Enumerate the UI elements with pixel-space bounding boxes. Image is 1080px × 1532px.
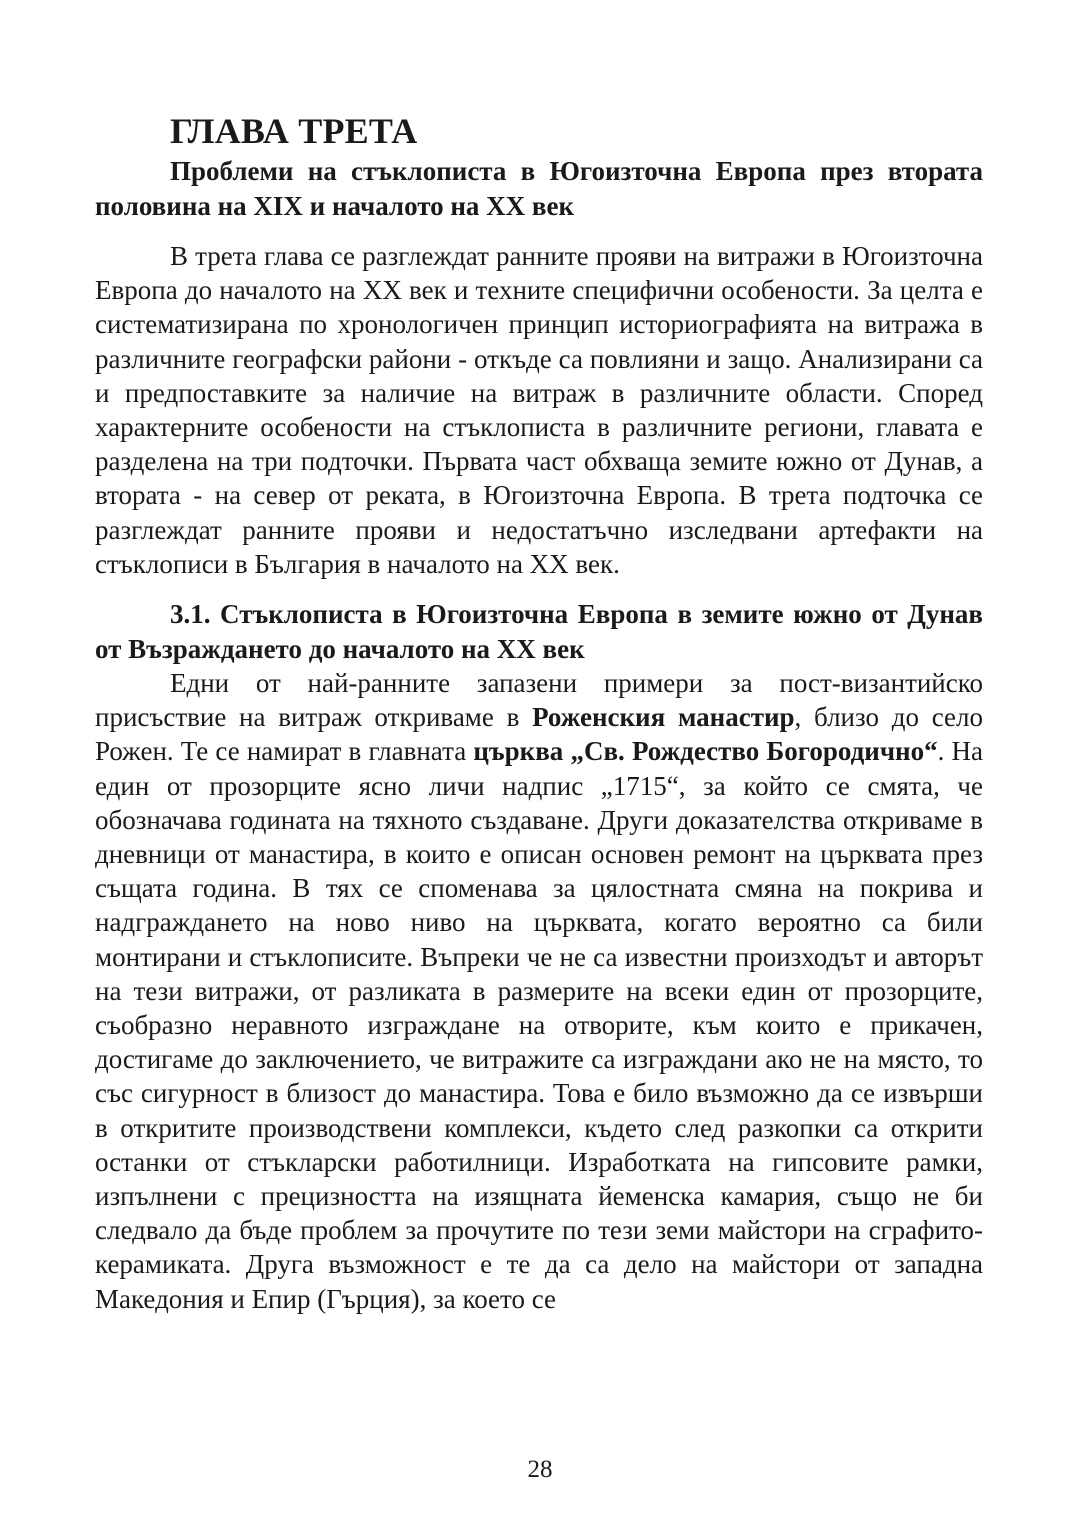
paragraph-text: . На един от прозорците ясно личи надпис „1715“, за който се смята, че обозначава годината на тяхното създаване. Други доказателства откриваме в дневници от манастира, в които е описан основен ремонт на църквата през същата година. В тях се споменава за цялостната смяна на покрива и надграждането на ново ниво на църквата, когато вероятно са били монтирани и стъклописите. Въпреки че не са известни произходът и авторът на тези витражи, от разликата в размерите на всеки един от прозорците, съобразно неравното изграждане на отворите, към които е прикачен, достигаме до заключението, че витражите са изграждани ако не на място, то със сигурност в близост до манастира. Това е било възможно да се извърши в откритите производствени комплекси, където след разкопки са открити останки от стъкларски работилници. Изработката на гипсовите рамки, изпълнени с прецизността на изящната йеменска камария, също не би следвало да бъде проблем за прочутите по тези земи майстори на сграфито-керамиката. Друга възможност е те да са дело на майстори от западна Македония и Епир (Гърция), за което се [95,736,983,1314]
page-number: 28 [527,1456,553,1483]
page-body [95,108,983,1316]
chapter-subtitle: Проблеми на стъклописта в Югоизточна Европа през втората половина на XIX и началото на XX век [95,156,983,221]
chapter-title: ГЛАВА ТРЕТА [170,111,418,151]
paragraph-text: , близо до село Рожен. Те се намират в главната [95,702,983,767]
section-heading: 3.1. Стъклописта в Югоизточна Европа в земите южно от Дунав от Възраждането до началото на XX век [95,599,983,664]
paragraph-text: Едни от най-ранните запазени примери за пост-византийско присъствие на витраж откриваме в [95,668,983,733]
section-paragraph [95,666,983,1316]
spacer [95,581,983,597]
church-name: църква „Св. Рождество Богородично“ [473,736,938,767]
intro-paragraph: В трета глава се разглеждат ранните прояви на витражи в Югоизточна Европа до началото на XX век и техните специфични особености. За целта е систематизирана по хронологичен принцип историографията на витража в различните географски райони - откъде са повлияни и защо. Анализирани са и предпоставките за наличие на витраж в различните области. Според характерните особености на стъклописта в различните региони, главата е разделена на три подточки. Първата част обхваща земите южно от Дунав, а втората - на север от реката, в Югоизточна Европа. В трета подточка се разглеждат ранните прояви и недостатъчно изследвани артефакти на стъклописи в България в началото на XX век. [95,241,983,579]
spacer [95,223,983,239]
monastery-name: Роженския манастир [532,702,795,733]
